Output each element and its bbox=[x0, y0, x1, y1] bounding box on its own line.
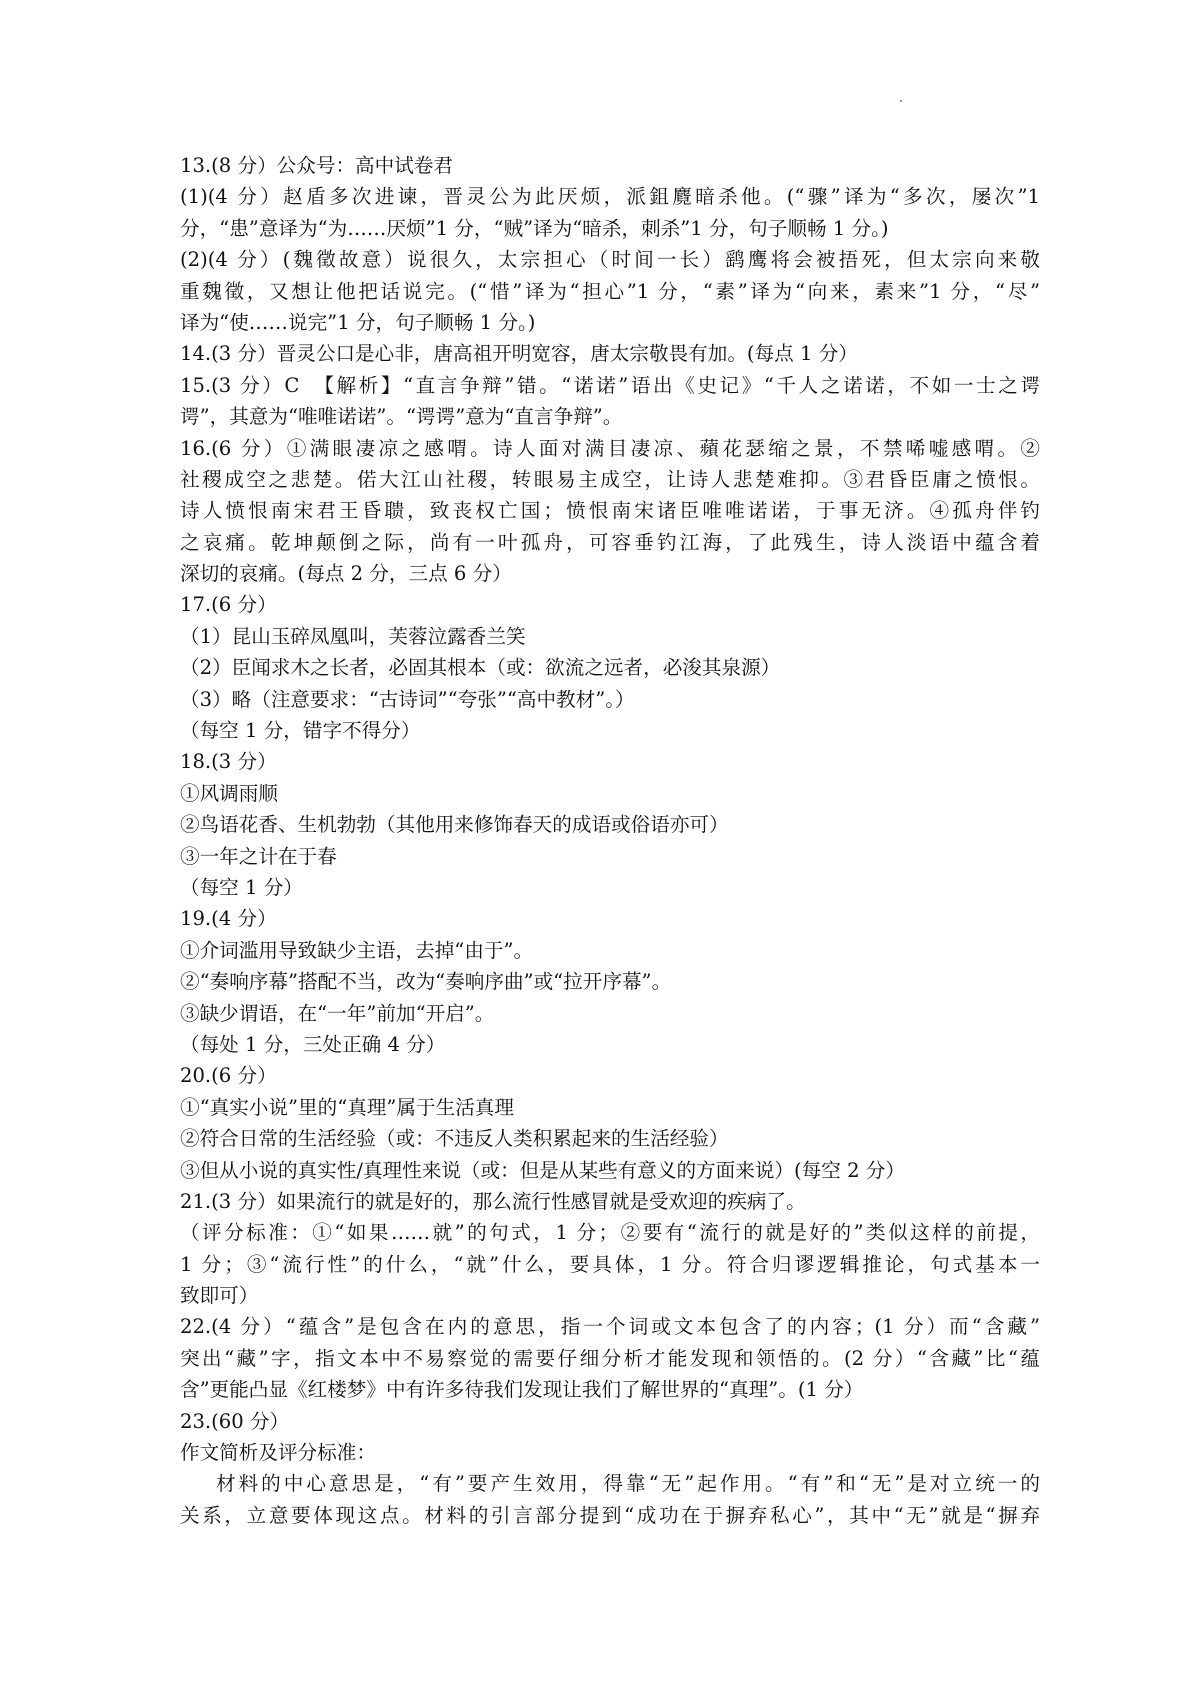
q20-item3: ③但从小说的真实性/真理性来说（或：但是从某些有意义的方面来说）(每空 2 分） bbox=[180, 1158, 905, 1182]
q16-answer-line3: 诗人愤恨南宋君王昏聩，致丧权亡国；愤恨南宋诸臣唯唯诺诺，于事无济。④孤舟伴钓 bbox=[180, 499, 1040, 523]
q13-part2-line3: 译为“使……说完”1 分，句子顺畅 1 分。) bbox=[180, 310, 536, 334]
q16-answer-line5: 深切的哀痛。(每点 2 分，三点 6 分） bbox=[180, 562, 512, 586]
q17-item3: （3）略（注意要求：“古诗词”“夸张”“高中教材”。） bbox=[180, 687, 635, 711]
q18-item1: ①风调雨顺 bbox=[180, 781, 278, 805]
scan-speck bbox=[900, 100, 902, 102]
q13-part2-line2: 重魏徵，又想让他把话说完。(“惜”译为“担心”1 分，“素”译为“向来，素来”1 分，“尽” bbox=[180, 279, 1040, 303]
q18-scoring: （每空 1 分） bbox=[180, 875, 303, 899]
q18-item3: ③一年之计在于春 bbox=[180, 844, 337, 868]
q19-item3: ③缺少谓语，在“一年”前加“开启”。 bbox=[180, 1001, 495, 1025]
q15-answer-line2: 谔”，其意为“唯唯诺诺”。“谔谔”意为“直言争辩”。 bbox=[180, 405, 623, 429]
q17-item2: （2）臣闻求木之长者，必固其根本（或：欲流之远者，必浚其泉源） bbox=[180, 656, 781, 680]
essay-analysis-line2: 关系，立意要体现这点。材料的引言部分提到“成功在于摒弃私心”，其中“无”就是“摒弃 bbox=[180, 1503, 1040, 1527]
q18-item2: ②鸟语花香、生机勃勃（其他用来修饰春天的成语或俗语亦可） bbox=[180, 813, 729, 837]
essay-analysis-line1: 材料的中心意思是，“有”要产生效用，得靠“无”起作用。“有”和“无”是对立统一的 bbox=[216, 1472, 1040, 1496]
q19-scoring: （每处 1 分，三处正确 4 分） bbox=[180, 1032, 446, 1056]
q19-heading: 19.(4 分） bbox=[180, 907, 277, 931]
q15-answer-line1: 15.(3 分）C 【解析】“直言争辩”错。“诺诺”语出《史记》“千人之诺诺，不如一士之谔 bbox=[180, 373, 1040, 397]
q21-scoring-line1: （评分标准：①“如果……就”的句式，1 分；②要有“流行的就是好的”类似这样的前提， bbox=[180, 1221, 1040, 1245]
q23-heading: 23.(60 分） bbox=[180, 1409, 290, 1433]
answer-key-page bbox=[180, 150, 1040, 1531]
q18-heading: 18.(3 分） bbox=[180, 750, 277, 774]
q22-answer-line3: 含”更能凸显《红楼梦》中有许多待我们发现让我们了解世界的“真理”。(1 分） bbox=[180, 1378, 864, 1402]
q13-part1-line2: 分，“患”意译为“为……厌烦”1 分，“贼”译为“暗杀，刺杀”1 分，句子顺畅 1 分。) bbox=[180, 216, 889, 240]
q20-item2: ②符合日常的生活经验（或：不违反人类积累起来的生活经验） bbox=[180, 1127, 729, 1151]
q20-heading: 20.(6 分） bbox=[180, 1064, 277, 1088]
q20-item1: ①“真实小说”里的“真理”属于生活真理 bbox=[180, 1095, 514, 1119]
q21-scoring-line3: 致即可） bbox=[180, 1284, 259, 1308]
q17-item1: （1）昆山玉碎凤凰叫，芙蓉泣露香兰笑 bbox=[180, 624, 526, 648]
q13-heading: 13.(8 分）公众号：高中试卷君 bbox=[180, 154, 454, 177]
essay-analysis-heading: 作文简析及评分标准： bbox=[180, 1441, 376, 1465]
q22-answer-line1: 22.(4 分）“蕴含”是包含在内的意思，指一个词或文本包含了的内容；(1 分）而“含藏” bbox=[180, 1315, 1040, 1339]
q16-answer-line4: 之哀痛。乾坤颠倒之际，尚有一叶孤舟，可容垂钓江海，了此残生，诗人淡语中蕴含着 bbox=[180, 530, 1040, 554]
q16-answer-line2: 社稷成空之悲楚。偌大江山社稷，转眼易主成空，让诗人悲楚难抑。③君昏臣庸之愤恨。 bbox=[180, 467, 1040, 491]
q19-item2: ②“奏响序幕”搭配不当，改为“奏响序曲”或“拉开序幕”。 bbox=[180, 970, 672, 994]
q22-answer-line2: 突出“藏”字，指文本中不易察觉的需要仔细分析才能发现和领悟的。(2 分）“含藏”比“蕴 bbox=[180, 1346, 1040, 1370]
q17-heading: 17.(6 分） bbox=[180, 593, 277, 617]
q21-answer: 21.(3 分）如果流行的就是好的，那么流行性感冒就是受欢迎的疾病了。 bbox=[180, 1189, 806, 1213]
q19-item1: ①介词滥用导致缺少主语，去掉“由于”。 bbox=[180, 938, 534, 962]
q13-part2-line1: (2)(4 分）(魏徵故意）说很久，太宗担心（时间一长）鹞鹰将会被捂死，但太宗向来敬 bbox=[180, 248, 1040, 272]
q13-part1-line1: (1)(4 分）赵盾多次进谏，晋灵公为此厌烦，派鉏麑暗杀他。(“骤”译为“多次，屡次”1 bbox=[180, 185, 1040, 209]
q16-answer-line1: 16.(6 分）①满眼凄凉之感喟。诗人面对满目凄凉、蘋花瑟缩之景，不禁唏嘘感喟。② bbox=[180, 436, 1040, 460]
q17-scoring: （每空 1 分，错字不得分） bbox=[180, 719, 421, 743]
q14-answer: 14.(3 分）晋灵公口是心非，唐高祖开明宽容，唐太宗敬畏有加。(每点 1 分） bbox=[180, 342, 858, 366]
q21-scoring-line2: 1 分；③“流行性”的什么，“就”什么，要具体，1 分。符合归谬逻辑推论，句式基本一 bbox=[180, 1252, 1040, 1276]
